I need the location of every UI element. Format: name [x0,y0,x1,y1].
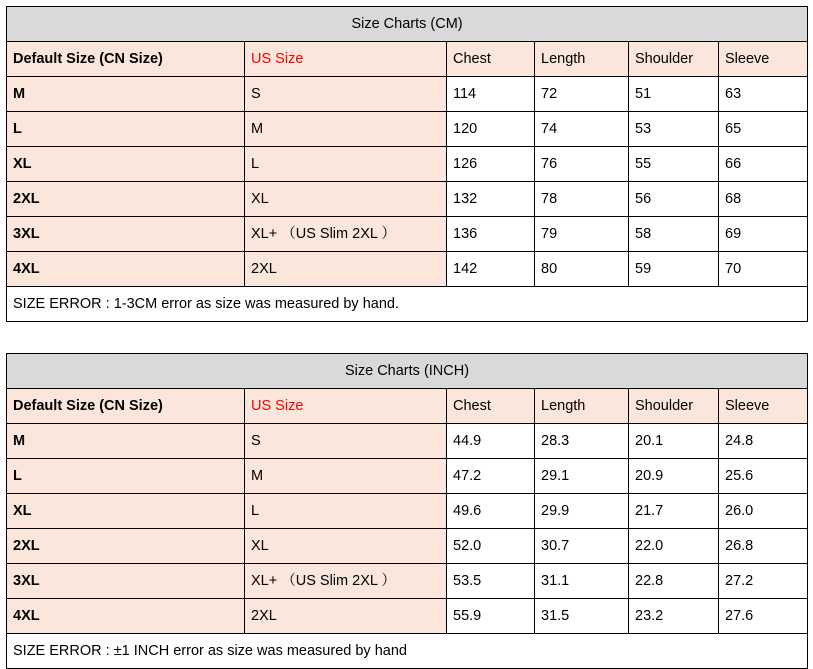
size-error-note: SIZE ERROR : ±1 INCH error as size was measured by hand [7,634,808,669]
cell-length: 79 [535,217,629,252]
table-title-row [7,354,808,389]
cell-chest: 142 [447,252,535,287]
table-header-row [7,42,808,77]
cell-shoulder: 23.2 [629,599,719,634]
cell-default-size: 4XL [7,599,245,634]
column-header-us-size: US Size [245,389,447,424]
cell-length: 30.7 [535,529,629,564]
cell-us-size: 2XL [245,599,447,634]
column-header-sleeve: Sleeve [719,42,808,77]
cell-shoulder: 22.0 [629,529,719,564]
cell-us-size: S [245,424,447,459]
cell-us-size: L [245,494,447,529]
cell-default-size: 2XL [7,529,245,564]
cell-length: 72 [535,77,629,112]
cell-us-size: L [245,147,447,182]
cell-us-size: M [245,112,447,147]
cell-sleeve: 24.8 [719,424,808,459]
cell-default-size: L [7,459,245,494]
column-header-us-size: US Size [245,42,447,77]
table-row [7,147,808,182]
cell-chest: 49.6 [447,494,535,529]
cell-us-size: S [245,77,447,112]
cell-length: 78 [535,182,629,217]
column-header-default-size: Default Size (CN Size) [7,42,245,77]
cell-default-size: 3XL [7,564,245,599]
cell-default-size: XL [7,147,245,182]
table-row [7,424,808,459]
cell-length: 29.9 [535,494,629,529]
table-header-row [7,389,808,424]
cell-chest: 120 [447,112,535,147]
cell-shoulder: 20.1 [629,424,719,459]
table-row [7,529,808,564]
column-header-shoulder: Shoulder [629,389,719,424]
cell-us-size: M [245,459,447,494]
cell-us-size: XL+ （US Slim 2XL ） [245,564,447,599]
cell-shoulder: 58 [629,217,719,252]
table-row [7,564,808,599]
cell-shoulder: 20.9 [629,459,719,494]
cell-length: 31.5 [535,599,629,634]
cell-sleeve: 25.6 [719,459,808,494]
size-chart-cm [6,6,808,322]
size-error-note: SIZE ERROR : 1-3CM error as size was measured by hand. [7,287,808,322]
cell-chest: 114 [447,77,535,112]
cell-us-size: XL [245,529,447,564]
table-row [7,182,808,217]
cell-default-size: XL [7,494,245,529]
table-row [7,77,808,112]
cell-shoulder: 59 [629,252,719,287]
cell-chest: 136 [447,217,535,252]
cell-sleeve: 69 [719,217,808,252]
column-header-sleeve: Sleeve [719,389,808,424]
cell-default-size: 3XL [7,217,245,252]
cell-length: 80 [535,252,629,287]
cell-default-size: 2XL [7,182,245,217]
cell-default-size: 4XL [7,252,245,287]
cell-sleeve: 70 [719,252,808,287]
cell-sleeve: 26.0 [719,494,808,529]
cell-default-size: M [7,424,245,459]
cell-length: 31.1 [535,564,629,599]
chart-title: Size Charts (INCH) [7,354,808,389]
cell-chest: 132 [447,182,535,217]
cell-length: 74 [535,112,629,147]
table-row [7,112,808,147]
table-row [7,599,808,634]
chart-title: Size Charts (CM) [7,7,808,42]
cell-shoulder: 51 [629,77,719,112]
chart-spacer [6,322,807,353]
cell-chest: 126 [447,147,535,182]
cell-us-size: 2XL [245,252,447,287]
cell-us-size: XL [245,182,447,217]
table-row [7,217,808,252]
cell-sleeve: 63 [719,77,808,112]
cell-shoulder: 53 [629,112,719,147]
cell-shoulder: 21.7 [629,494,719,529]
cell-sleeve: 27.6 [719,599,808,634]
cell-chest: 47.2 [447,459,535,494]
cell-chest: 53.5 [447,564,535,599]
column-header-chest: Chest [447,42,535,77]
table-row [7,459,808,494]
cell-shoulder: 22.8 [629,564,719,599]
cell-sleeve: 27.2 [719,564,808,599]
size-chart-inch [6,353,808,669]
cell-length: 29.1 [535,459,629,494]
column-header-shoulder: Shoulder [629,42,719,77]
cell-sleeve: 66 [719,147,808,182]
cell-chest: 55.9 [447,599,535,634]
table-title-row [7,7,808,42]
table-note-row [7,287,808,322]
cell-default-size: M [7,77,245,112]
column-header-default-size: Default Size (CN Size) [7,389,245,424]
table-note-row [7,634,808,669]
cell-default-size: L [7,112,245,147]
cell-shoulder: 55 [629,147,719,182]
cell-length: 76 [535,147,629,182]
cell-chest: 52.0 [447,529,535,564]
cell-sleeve: 68 [719,182,808,217]
cell-chest: 44.9 [447,424,535,459]
cell-sleeve: 65 [719,112,808,147]
column-header-chest: Chest [447,389,535,424]
cell-length: 28.3 [535,424,629,459]
cell-sleeve: 26.8 [719,529,808,564]
table-row [7,494,808,529]
column-header-length: Length [535,389,629,424]
cell-us-size: XL+ （US Slim 2XL ） [245,217,447,252]
column-header-length: Length [535,42,629,77]
table-row [7,252,808,287]
cell-shoulder: 56 [629,182,719,217]
